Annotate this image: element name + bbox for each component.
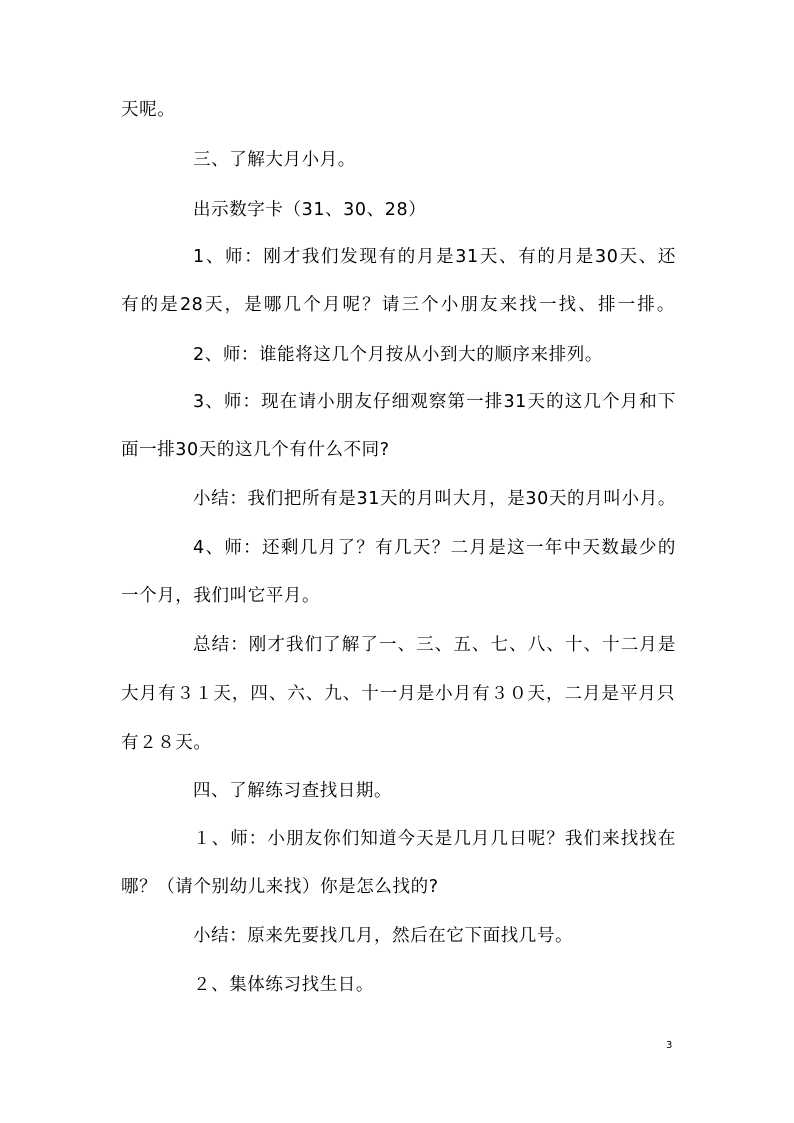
summary-line: 小结：原来先要找几月，然后在它下面找几号。 bbox=[193, 926, 574, 946]
paragraph-line: 有的是28天，是哪几个月呢？请三个小朋友来找一找、排一排。 bbox=[121, 295, 675, 315]
paragraph-line: 有２８天。 bbox=[121, 733, 212, 753]
paragraph-line: 4、师：还剩几月了？有几天？二月是这一年中天数最少的 bbox=[193, 538, 676, 558]
paragraph-line: 大月有３１天，四、六、九、十一月是小月有３０天，二月是平月只 bbox=[121, 684, 675, 704]
paragraph-line: 出示数字卡（31、30、28） bbox=[193, 200, 427, 220]
paragraph-line: 面一排30天的这几个有什么不同? bbox=[121, 440, 390, 460]
paragraph-line: 哪？（请个别幼儿来找）你是怎么找的? bbox=[121, 877, 439, 897]
paragraph-line: 1、师：刚才我们发现有的月是31天、有的月是30天、还 bbox=[193, 247, 676, 267]
paragraph-line: １、师：小朋友你们知道今天是几月几日呢？我们来找找在 bbox=[193, 829, 676, 849]
paragraph-line: ２、集体练习找生日。 bbox=[193, 975, 374, 995]
section-heading: 三、了解大月小月。 bbox=[193, 150, 356, 170]
paragraph-line: 一个月，我们叫它平月。 bbox=[121, 586, 321, 606]
paragraph-line: 3、师：现在请小朋友仔细观察第一排31天的这几个月和下 bbox=[193, 392, 676, 412]
summary-line: 小结：我们把所有是31天的月叫大月，是30天的月叫小月。 bbox=[193, 489, 676, 509]
page-number: 3 bbox=[666, 1040, 673, 1051]
conclusion-line: 总结：刚才我们了解了一、三、五、七、八、十、十二月是 bbox=[193, 635, 676, 655]
section-heading: 四、了解练习查找日期。 bbox=[193, 781, 393, 801]
paragraph-line: 天呢。 bbox=[121, 100, 176, 120]
paragraph-line: 2、师：谁能将这几个月按从小到大的顺序来排列。 bbox=[193, 345, 603, 365]
